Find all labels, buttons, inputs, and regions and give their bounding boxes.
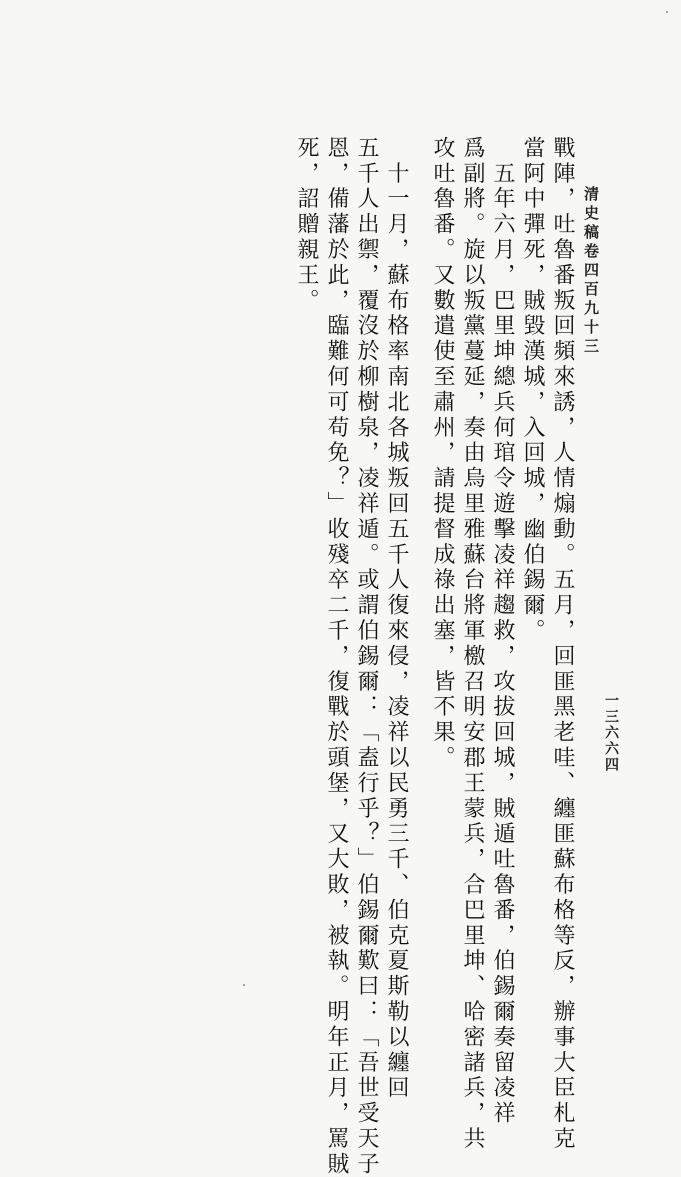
text-column: 戰陣，吐魯番叛回頻來誘，人情煽動。五月，回匪黑老哇、纏匪蘇布格等反，辦事大臣札克 (550, 136, 575, 1152)
scan-speck (243, 984, 245, 986)
text-column: 恩，備藩於此，臨難何可苟免？」收殘卒二千，復戰於頭堡，又大敗，被執。明年正月，罵賊 (324, 136, 349, 1177)
text-column: 當阿中彈死，賊毀漢城，入回城，幽伯錫爾。 (520, 136, 545, 644)
text-column: 死，詔贈親王。 (294, 136, 319, 314)
page-number: 一三六六四 (603, 693, 619, 773)
scan-speck (666, 11, 668, 13)
text-column: 十一月，蘇布格率南北各城叛回五千人復來侵，凌祥以民勇三千、伯克夏斯勒以纏回 (384, 136, 409, 1102)
text-column: 攻吐魯番。又數遣使至肅州，請提督成祿出塞，皆不果。 (430, 136, 455, 771)
text-column: 爲副將。旋以叛黨蔓延，奏由烏里雅蘇台將軍檄召明安郡王蒙兵，合巴里坤、哈密諸兵，共 (460, 136, 485, 1152)
text-column: 五千人出禦，覆沒於柳樹泉，凌祥遁。或謂伯錫爾：「盍行乎？」伯錫爾歎曰：「吾世受天子 (354, 136, 379, 1177)
text-column: 五年六月，巴里坤總兵何琯令遊擊凌祥趨救，攻拔回城，賊遁吐魯番，伯錫爾奏留凌祥 (490, 136, 515, 1127)
running-header: 清史稿卷四百九十三 (582, 186, 600, 357)
